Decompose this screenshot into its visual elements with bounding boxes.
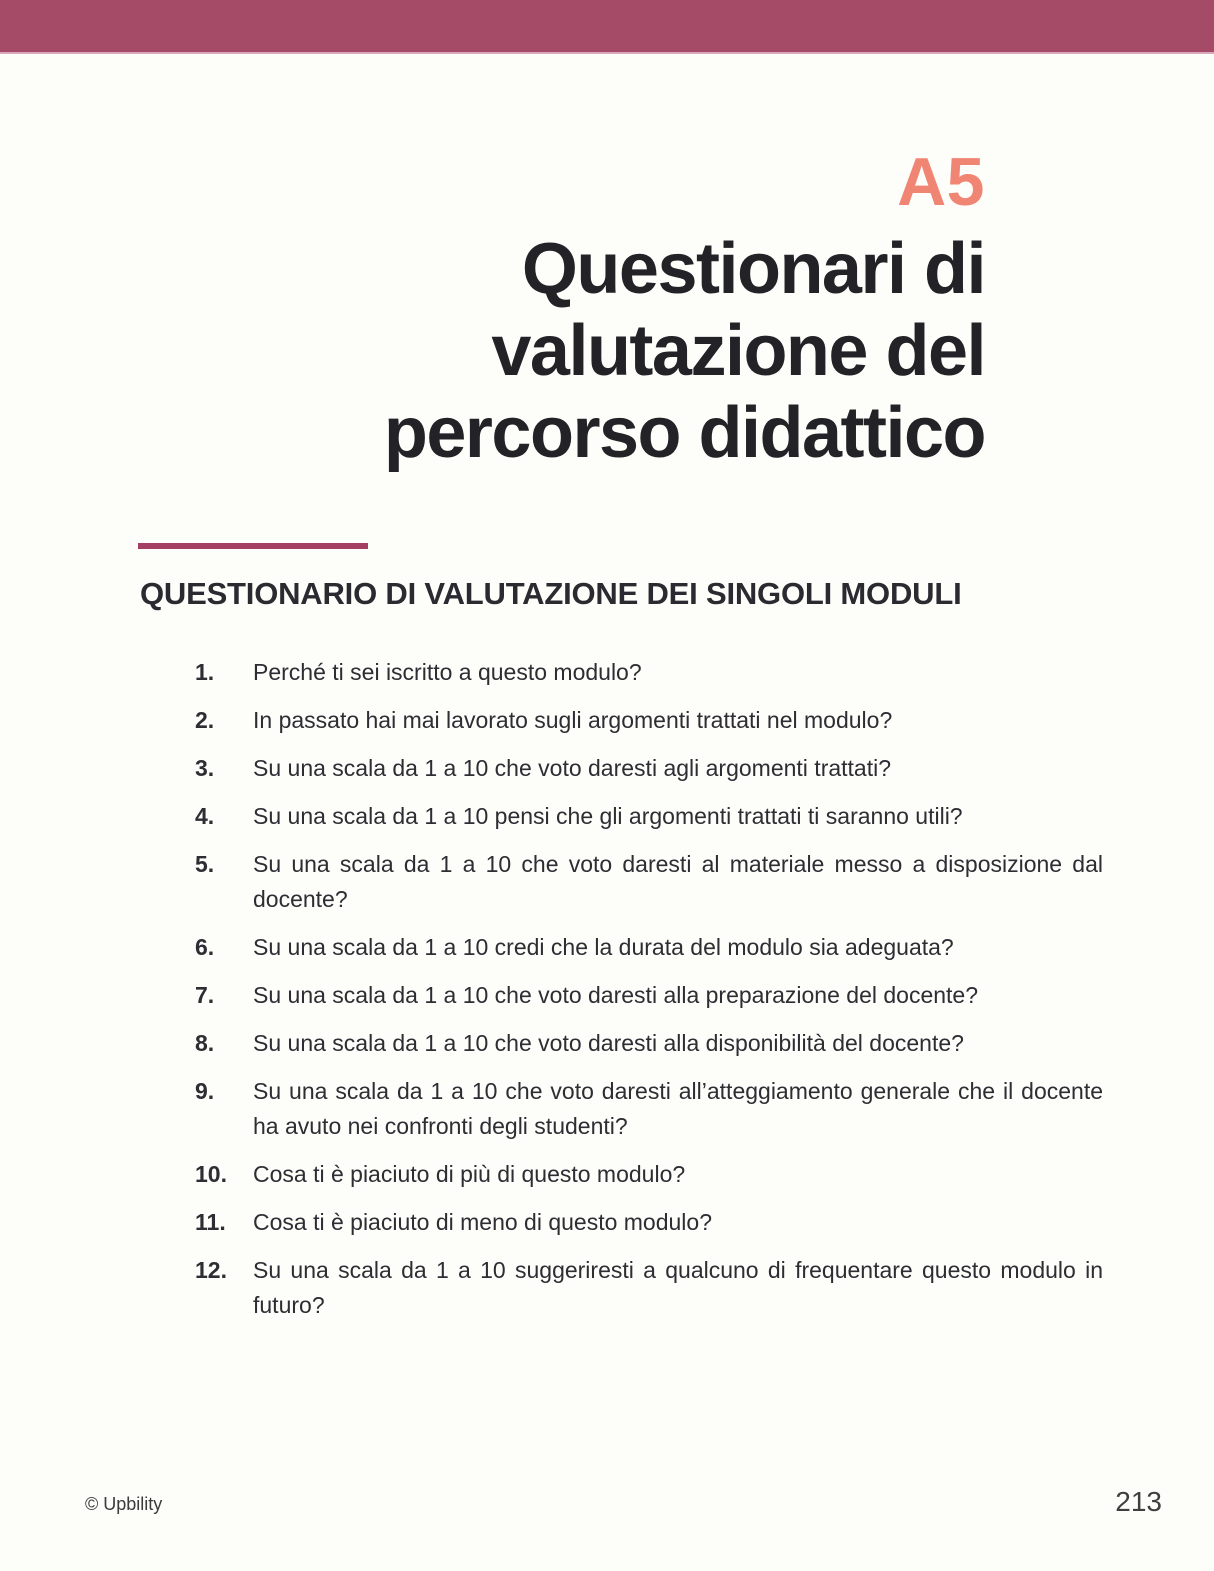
question-item — [195, 655, 1103, 690]
appendix-label: A5 — [897, 144, 985, 220]
title-block — [384, 146, 985, 474]
question-text: Su una scala da 1 a 10 pensi che gli argomenti trattati ti saranno utili? — [253, 803, 963, 829]
question-number: 8. — [195, 1030, 215, 1056]
question-number: 9. — [195, 1078, 215, 1104]
question-number: 6. — [195, 934, 215, 960]
question-text: Cosa ti è piaciuto di meno di questo modulo? — [253, 1209, 713, 1235]
top-color-bar — [0, 0, 1214, 54]
question-number: 5. — [195, 851, 215, 877]
page-number: 213 — [1115, 1486, 1162, 1517]
question-number: 3. — [195, 755, 215, 781]
question-text: Su una scala da 1 a 10 che voto daresti alla disponibilità del docente? — [253, 1030, 964, 1056]
question-number: 7. — [195, 982, 215, 1008]
question-item — [195, 1157, 1103, 1192]
question-text: Su una scala da 1 a 10 che voto daresti al materiale messo a disposizione dal docente? — [253, 851, 1103, 912]
page-title — [384, 228, 985, 474]
page-title-line-3: percorso didattico — [383, 393, 985, 473]
question-text: In passato hai mai lavorato sugli argomenti trattati nel modulo? — [253, 707, 893, 733]
question-number: 11. — [195, 1209, 226, 1235]
section-divider — [138, 543, 368, 549]
question-text: Perché ti sei iscritto a questo modulo? — [253, 659, 642, 685]
question-list — [195, 655, 1103, 1336]
question-text: Su una scala da 1 a 10 che voto daresti alla preparazione del docente? — [253, 982, 979, 1008]
question-item — [195, 1253, 1103, 1323]
page-title-line-1: Questionari di — [521, 229, 985, 309]
question-text: Su una scala da 1 a 10 suggeriresti a qualcuno di frequentare questo modulo in futuro? — [253, 1257, 1103, 1318]
question-text: Su una scala da 1 a 10 credi che la durata del modulo sia adeguata? — [253, 934, 954, 960]
question-item — [195, 1205, 1103, 1240]
question-number: 1. — [195, 659, 215, 685]
question-number: 10. — [195, 1161, 227, 1187]
question-text: Su una scala da 1 a 10 che voto daresti all’atteggiamento generale che il docente ha avuto nei confronti degli studenti? — [253, 1078, 1103, 1139]
question-item — [195, 799, 1103, 834]
question-number: 12. — [195, 1257, 227, 1283]
question-number: 2. — [195, 707, 215, 733]
question-item — [195, 1026, 1103, 1061]
footer-copyright: © Upbility — [85, 1494, 163, 1514]
question-text: Cosa ti è piaciuto di più di questo modulo? — [253, 1161, 686, 1187]
question-item — [195, 930, 1103, 965]
question-item — [195, 847, 1103, 917]
page-title-line-2: valutazione del — [491, 311, 985, 391]
question-item — [195, 703, 1103, 738]
section-heading: QUESTIONARIO DI VALUTAZIONE DEI SINGOLI MODULI — [140, 576, 962, 611]
question-item — [195, 1074, 1103, 1144]
question-text: Su una scala da 1 a 10 che voto daresti agli argomenti trattati? — [253, 755, 892, 781]
question-number: 4. — [195, 803, 215, 829]
question-item — [195, 978, 1103, 1013]
question-item — [195, 751, 1103, 786]
